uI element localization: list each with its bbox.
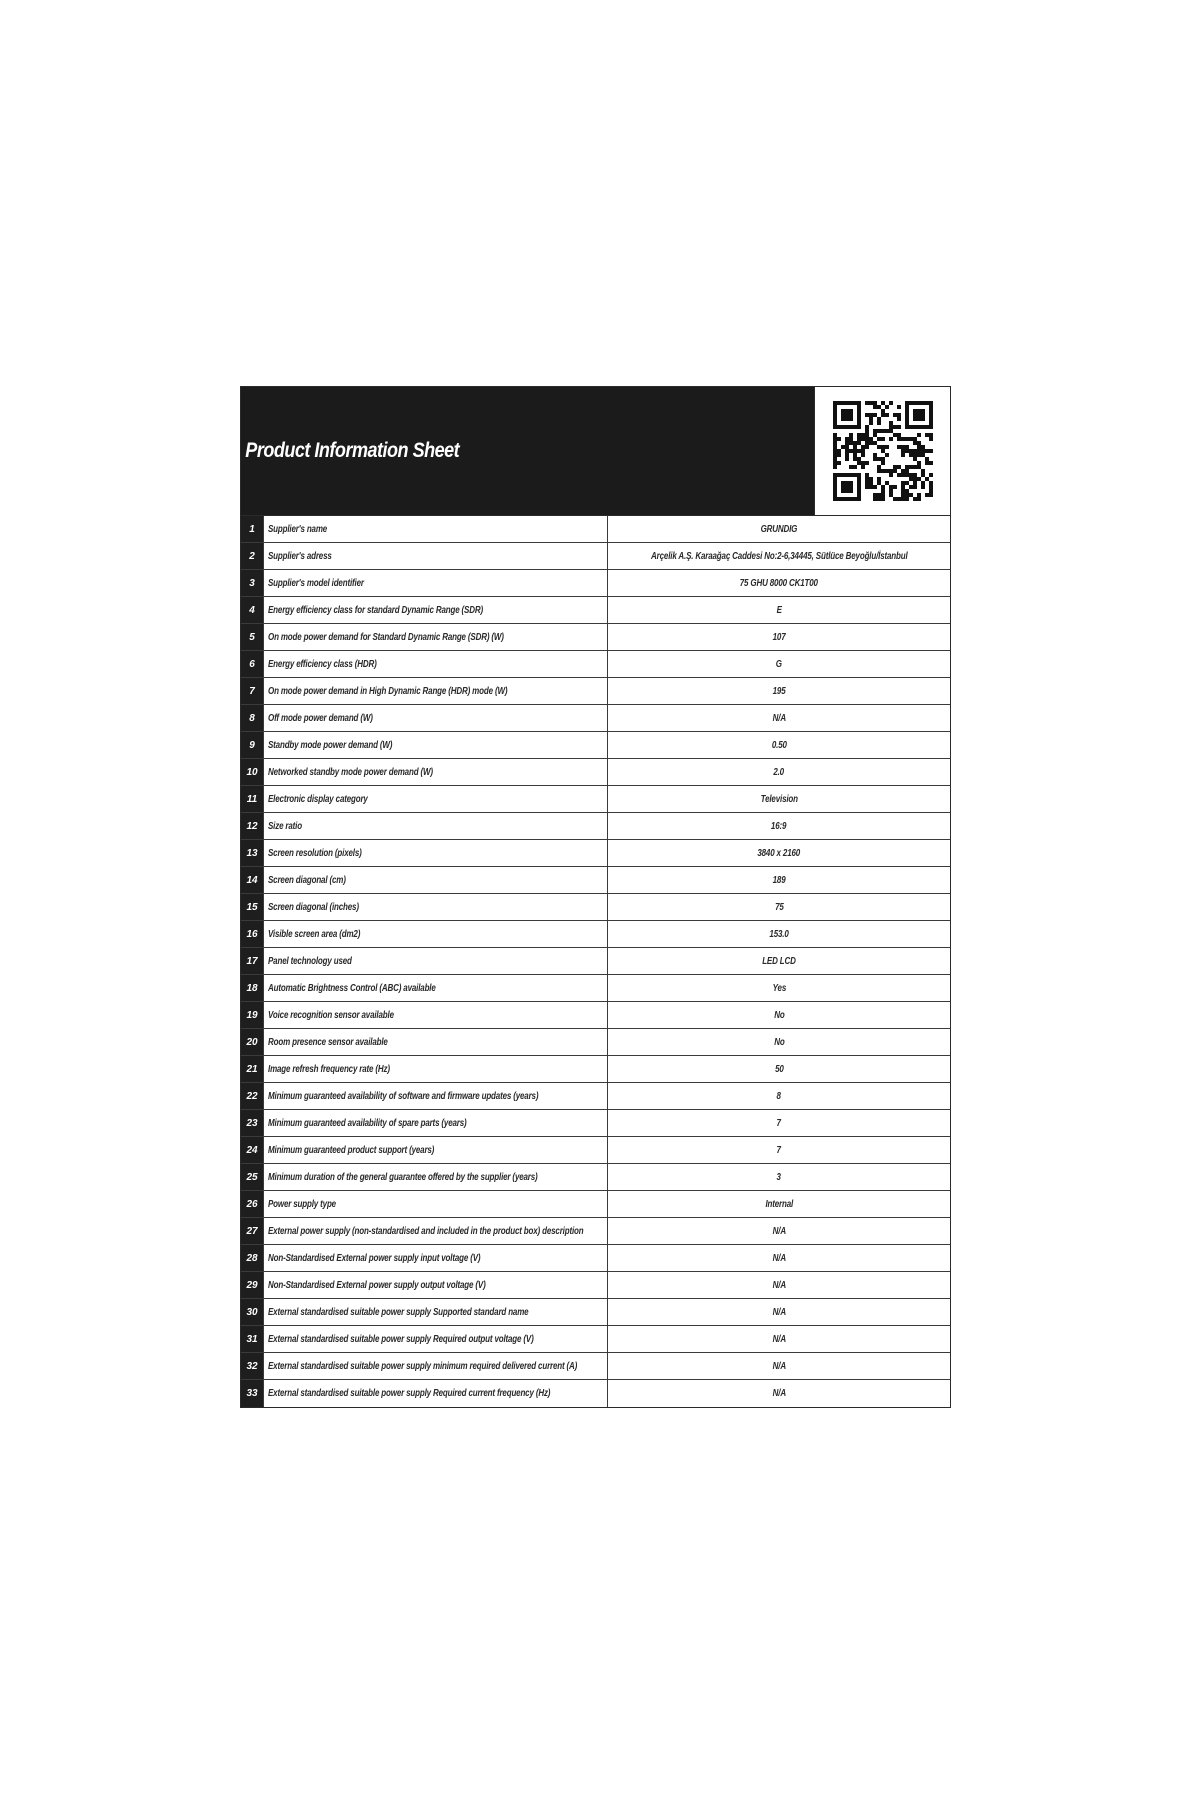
row-label: Power supply type xyxy=(268,1198,336,1210)
row-number: 14 xyxy=(241,867,263,893)
row-value-cell xyxy=(608,921,950,947)
row-label-cell xyxy=(263,921,608,947)
row-label: Minimum guaranteed product support (years) xyxy=(268,1144,435,1156)
row-label: Non-Standardised External power supply output voltage (V) xyxy=(268,1279,486,1291)
table-row xyxy=(241,1002,950,1029)
row-label-cell xyxy=(263,705,608,731)
row-label: Off mode power demand (W) xyxy=(268,712,373,724)
row-number: 30 xyxy=(241,1299,263,1325)
row-value-cell xyxy=(608,948,950,974)
row-value: N/A xyxy=(772,1333,786,1345)
table-row xyxy=(241,759,950,786)
row-number: 26 xyxy=(241,1191,263,1217)
row-number: 20 xyxy=(241,1029,263,1055)
row-label: Supplier's adress xyxy=(268,550,332,562)
row-number: 16 xyxy=(241,921,263,947)
row-value-cell xyxy=(608,1299,950,1325)
sheet-header xyxy=(241,387,950,516)
row-label: Minimum guaranteed availability of spare parts (years) xyxy=(268,1117,467,1129)
table-row xyxy=(241,1083,950,1110)
table-row xyxy=(241,651,950,678)
row-number: 32 xyxy=(241,1353,263,1379)
row-value: 189 xyxy=(772,874,786,886)
row-number: 33 xyxy=(241,1380,263,1407)
row-label-cell xyxy=(263,1299,608,1325)
row-label-cell xyxy=(263,732,608,758)
row-value-cell xyxy=(608,1029,950,1055)
row-label: Standby mode power demand (W) xyxy=(268,739,393,751)
row-number: 4 xyxy=(241,597,263,623)
table-row xyxy=(241,543,950,570)
table-row xyxy=(241,1380,950,1407)
row-number: 10 xyxy=(241,759,263,785)
row-value: No xyxy=(773,1036,785,1048)
row-label-cell xyxy=(263,624,608,650)
row-value: N/A xyxy=(772,1252,786,1264)
row-label-cell xyxy=(263,1326,608,1352)
row-number: 23 xyxy=(241,1110,263,1136)
row-value: Yes xyxy=(772,982,786,994)
row-value-cell xyxy=(608,867,950,893)
row-value: 195 xyxy=(772,685,786,697)
row-value: E xyxy=(776,604,782,616)
row-value-cell xyxy=(608,678,950,704)
row-value-cell xyxy=(608,732,950,758)
row-value-cell xyxy=(608,759,950,785)
table-row xyxy=(241,1029,950,1056)
row-label-cell xyxy=(263,1218,608,1244)
row-label: Room presence sensor available xyxy=(268,1036,388,1048)
table-row xyxy=(241,1245,950,1272)
row-label-cell xyxy=(263,1056,608,1082)
row-number: 11 xyxy=(241,786,263,812)
row-value: N/A xyxy=(772,1225,786,1237)
row-value-cell xyxy=(608,1245,950,1271)
row-value: 3 xyxy=(776,1171,782,1183)
row-label: Non-Standardised External power supply input voltage (V) xyxy=(268,1252,481,1264)
row-label-cell xyxy=(263,1272,608,1298)
row-label: Panel technology used xyxy=(268,955,352,967)
row-label-cell xyxy=(263,840,608,866)
row-value: Arçelik A.Ş. Karaağaç Caddesi No:2-6,34445, Sütlüce Beyoğlu/İstanbul xyxy=(650,550,908,562)
row-value: 7 xyxy=(776,1144,782,1156)
table-row xyxy=(241,1272,950,1299)
table-row xyxy=(241,570,950,597)
row-value: 75 GHU 8000 CK1T00 xyxy=(739,577,819,589)
row-value: 16:9 xyxy=(771,820,787,832)
row-value: N/A xyxy=(772,712,786,724)
row-value-cell xyxy=(608,1353,950,1379)
row-label-cell xyxy=(263,1245,608,1271)
row-label-cell xyxy=(263,1191,608,1217)
row-label-cell xyxy=(263,894,608,920)
row-value-cell xyxy=(608,516,950,542)
row-value: No xyxy=(773,1009,785,1021)
row-label: Minimum duration of the general guarantee offered by the supplier (years) xyxy=(268,1171,538,1183)
row-label: External standardised suitable power supply Required current frequency (Hz) xyxy=(268,1388,551,1399)
table-row xyxy=(241,1137,950,1164)
row-value: GRUNDIG xyxy=(760,523,798,535)
table-row xyxy=(241,948,950,975)
row-number: 9 xyxy=(241,732,263,758)
spec-table xyxy=(241,516,950,1407)
row-number: 15 xyxy=(241,894,263,920)
row-number: 3 xyxy=(241,570,263,596)
row-label: Visible screen area (dm2) xyxy=(268,928,361,940)
row-number: 27 xyxy=(241,1218,263,1244)
row-number: 21 xyxy=(241,1056,263,1082)
row-number: 8 xyxy=(241,705,263,731)
table-row xyxy=(241,867,950,894)
row-number: 1 xyxy=(241,516,263,542)
row-number: 13 xyxy=(241,840,263,866)
row-label-cell xyxy=(263,1164,608,1190)
row-label: Networked standby mode power demand (W) xyxy=(268,766,433,778)
row-value: Television xyxy=(760,793,798,805)
table-row xyxy=(241,1353,950,1380)
row-label: Supplier's name xyxy=(268,523,328,535)
row-value: N/A xyxy=(772,1306,786,1318)
row-value: 3840 x 2160 xyxy=(757,847,801,859)
row-label-cell xyxy=(263,1002,608,1028)
table-row xyxy=(241,1326,950,1353)
row-value-cell xyxy=(608,1380,950,1407)
row-value-cell xyxy=(608,1056,950,1082)
row-label: On mode power demand in High Dynamic Range (HDR) mode (W) xyxy=(268,685,508,697)
row-label-cell xyxy=(263,975,608,1001)
row-value-cell xyxy=(608,894,950,920)
table-row xyxy=(241,894,950,921)
row-number: 29 xyxy=(241,1272,263,1298)
row-label: On mode power demand for Standard Dynamic Range (SDR) (W) xyxy=(268,631,504,643)
row-label-cell xyxy=(263,543,608,569)
row-number: 7 xyxy=(241,678,263,704)
row-number: 28 xyxy=(241,1245,263,1271)
row-label-cell xyxy=(263,678,608,704)
table-row xyxy=(241,1164,950,1191)
row-label: Automatic Brightness Control (ABC) available xyxy=(268,982,436,994)
table-row xyxy=(241,705,950,732)
row-value-cell xyxy=(608,1137,950,1163)
row-label-cell xyxy=(263,759,608,785)
row-label: External standardised suitable power supply Supported standard name xyxy=(268,1306,529,1318)
row-label: Screen diagonal (inches) xyxy=(268,901,359,913)
row-number: 5 xyxy=(241,624,263,650)
row-label: Supplier's model identifier xyxy=(268,577,364,589)
table-row xyxy=(241,516,950,543)
row-value: Internal xyxy=(765,1198,793,1210)
row-value: 75 xyxy=(774,901,784,913)
row-number: 31 xyxy=(241,1326,263,1352)
table-row xyxy=(241,597,950,624)
row-label: Minimum guaranteed availability of software and firmware updates (years) xyxy=(268,1090,539,1102)
table-row xyxy=(241,1299,950,1326)
row-label: Image refresh frequency rate (Hz) xyxy=(268,1063,390,1075)
table-row xyxy=(241,732,950,759)
row-label: Screen resolution (pixels) xyxy=(268,847,362,859)
table-row xyxy=(241,1056,950,1083)
row-value-cell xyxy=(608,975,950,1001)
row-label-cell xyxy=(263,786,608,812)
row-number: 18 xyxy=(241,975,263,1001)
row-label: Energy efficiency class (HDR) xyxy=(268,658,377,670)
row-value-cell xyxy=(608,786,950,812)
row-number: 22 xyxy=(241,1083,263,1109)
row-number: 2 xyxy=(241,543,263,569)
row-number: 19 xyxy=(241,1002,263,1028)
row-label: External standardised suitable power supply minimum required delivered current (A) xyxy=(268,1360,578,1372)
row-label-cell xyxy=(263,597,608,623)
row-label: Electronic display category xyxy=(268,793,368,805)
row-label-cell xyxy=(263,1137,608,1163)
row-value-cell xyxy=(608,1191,950,1217)
row-label-cell xyxy=(263,1083,608,1109)
row-value: N/A xyxy=(772,1360,786,1372)
qr-code-icon xyxy=(833,401,933,501)
row-number: 25 xyxy=(241,1164,263,1190)
table-row xyxy=(241,975,950,1002)
row-value: N/A xyxy=(772,1388,786,1399)
row-value: 2.0 xyxy=(773,766,785,778)
row-value-cell xyxy=(608,651,950,677)
row-value-cell xyxy=(608,1218,950,1244)
row-number: 12 xyxy=(241,813,263,839)
row-value-cell xyxy=(608,570,950,596)
row-value: N/A xyxy=(772,1279,786,1291)
row-value-cell xyxy=(608,1326,950,1352)
row-value: 50 xyxy=(774,1063,784,1075)
table-row xyxy=(241,921,950,948)
row-value: 7 xyxy=(776,1117,782,1129)
table-row xyxy=(241,1191,950,1218)
row-label-cell xyxy=(263,651,608,677)
row-label-cell xyxy=(263,1110,608,1136)
row-value: G xyxy=(775,658,783,670)
row-value-cell xyxy=(608,813,950,839)
row-number: 6 xyxy=(241,651,263,677)
row-label-cell xyxy=(263,948,608,974)
sheet-title: Product Information Sheet xyxy=(245,439,460,462)
row-number: 17 xyxy=(241,948,263,974)
row-label: Voice recognition sensor available xyxy=(268,1009,394,1021)
row-label: Size ratio xyxy=(268,820,302,832)
row-value-cell xyxy=(608,705,950,731)
row-label: Energy efficiency class for standard Dynamic Range (SDR) xyxy=(268,604,483,616)
row-value: 153.0 xyxy=(769,928,789,940)
row-label-cell xyxy=(263,570,608,596)
row-label-cell xyxy=(263,1353,608,1379)
row-label-cell xyxy=(263,813,608,839)
row-label-cell xyxy=(263,1380,608,1407)
row-value-cell xyxy=(608,1272,950,1298)
table-row xyxy=(241,786,950,813)
row-value-cell xyxy=(608,1110,950,1136)
row-value-cell xyxy=(608,840,950,866)
row-value-cell xyxy=(608,597,950,623)
product-information-sheet xyxy=(240,386,951,1408)
table-row xyxy=(241,813,950,840)
table-row xyxy=(241,624,950,651)
row-label-cell xyxy=(263,516,608,542)
row-value: LED LCD xyxy=(762,955,796,967)
table-row xyxy=(241,840,950,867)
row-value-cell xyxy=(608,543,950,569)
qr-code-box xyxy=(814,387,950,515)
table-row xyxy=(241,1110,950,1137)
row-label-cell xyxy=(263,867,608,893)
table-row xyxy=(241,678,950,705)
table-row xyxy=(241,1218,950,1245)
row-value-cell xyxy=(608,1002,950,1028)
row-label: External standardised suitable power supply Required output voltage (V) xyxy=(268,1333,534,1345)
row-value-cell xyxy=(608,624,950,650)
row-label: External power supply (non-standardised and included in the product box) description xyxy=(268,1225,584,1237)
row-value: 0.50 xyxy=(771,739,787,751)
row-label: Screen diagonal (cm) xyxy=(268,874,346,886)
row-value-cell xyxy=(608,1083,950,1109)
row-label-cell xyxy=(263,1029,608,1055)
row-number: 24 xyxy=(241,1137,263,1163)
row-value-cell xyxy=(608,1164,950,1190)
row-value: 8 xyxy=(776,1090,782,1102)
row-value: 107 xyxy=(772,631,786,643)
